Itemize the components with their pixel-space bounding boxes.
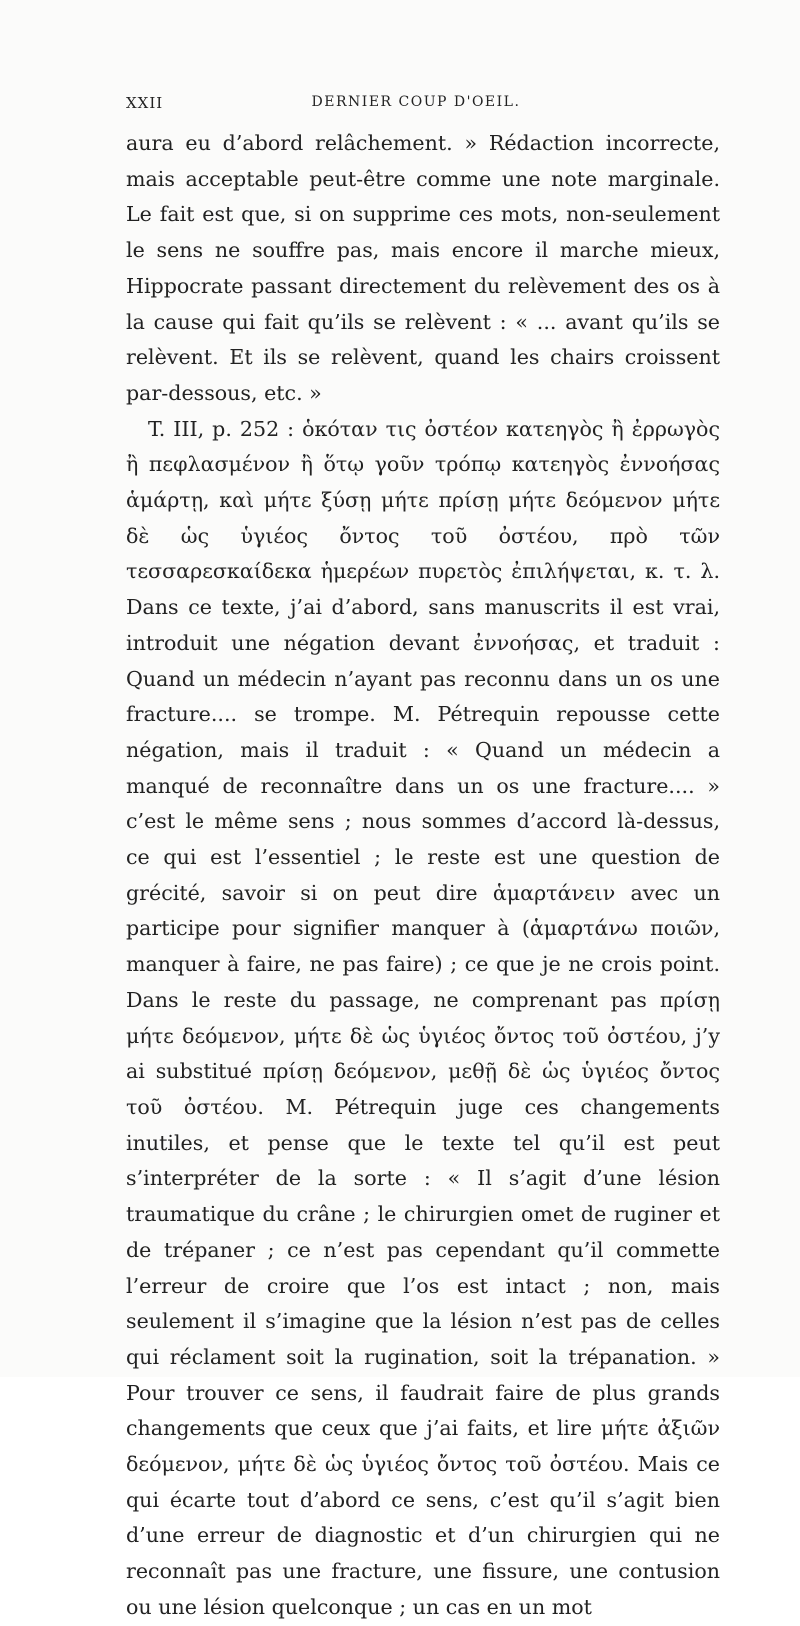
running-head — [126, 92, 706, 114]
running-title: DERNIER COUP D'OEIL. — [311, 94, 521, 110]
page-number: XXII — [126, 94, 164, 112]
paragraph-t3-p252: T. III, p. 252 : ὁκόταν τις ὀστέον κατεηγὸς ἢ ἐρρωγὸς ἢ πεφλασμένον ἢ ὅτῳ γοῦν τρόπῳ κατεηγὸς ἐννοήσας ἁμάρτῃ, καὶ μήτε ξύσῃ μήτε πρίσῃ μήτε δεόμενον μήτε δὲ ὡς ὑγιέος ὄντος τοῦ ὀστέου, πρὸ τῶν τεσσαρεσκαίδεκα ἡμερέων πυρετὸς ἐπιλήψεται, κ. τ. λ. Dans ce texte, j’ai d’abord, sans manuscrits il est vrai, introduit une négation devant ἐννοήσας, et traduit : Quand un médecin n’ayant pas reconnu dans un os une fracture.... se trompe. M. Pétrequin repousse cette négation, mais il traduit : « Quand un médecin a manqué de reconnaître dans un os une fracture.... » c’est le même sens ; nous sommes d’accord là-dessus, ce qui est l’essentiel ; le reste est une question de grécité, savoir si on peut dire ἁμαρτάνειν avec un participe pour signifier manquer à (ἁμαρτάνω ποιῶν, manquer à faire, ne pas faire) ; ce que je ne crois point. Dans le reste du passage, ne comprenant pas πρίσῃ μήτε δεόμενον, μήτε δὲ ὡς ὑγιέος ὄντος τοῦ ὀστέου, j’y ai substitué πρίσῃ δεόμενον, μεθῇ δὲ ὡς ὑγιέος ὄντος τοῦ ὀστέου. M. Pétrequin juge ces changements inutiles, et pense que le texte tel qu’il est peut s’interpréter de la sorte : « Il s’agit d’une lésion traumatique du crâne ; le chirurgien omet de ruginer et de trépaner ; ce n’est pas cependant qu’il commette l’erreur de croire que l’os est intact ; non, mais seulement il s’imagine que la lésion n’est pas de celles qui réclament soit la rugination, soit la trépanation. » Pour trouver ce sens, il faudrait faire de plus grands changements que ceux que j’ai faits, et lire μήτε ἀξιῶν δεόμενον, μήτε δὲ ὡς ὑγιέος ὄντος τοῦ ὀστέου. Mais ce qui écarte tout d’abord ce sens, c’est qu’il s’agit bien d’une erreur de diagnostic et d’un chirurgien qui ne reconnaît pas une fracture, une fissure, une contusion ou une lésion quelconque ; un cas en un mot — [126, 416, 720, 1619]
paragraph-continuation: aura eu d’abord relâchement. » Rédaction incorrecte, mais acceptable peut-être comme une note marginale. Le fait est que, si on supprime ces mots, non-seulement le sens ne souffre pas, mais encore il marche mieux, Hippocrate passant directement du relèvement des os à la cause qui fait qu’ils se relèvent : « ... avant qu’ils se relèvent. Et ils se relèvent, quand les chairs croissent par-dessous, etc. » — [126, 131, 720, 405]
body-text — [126, 126, 720, 1626]
